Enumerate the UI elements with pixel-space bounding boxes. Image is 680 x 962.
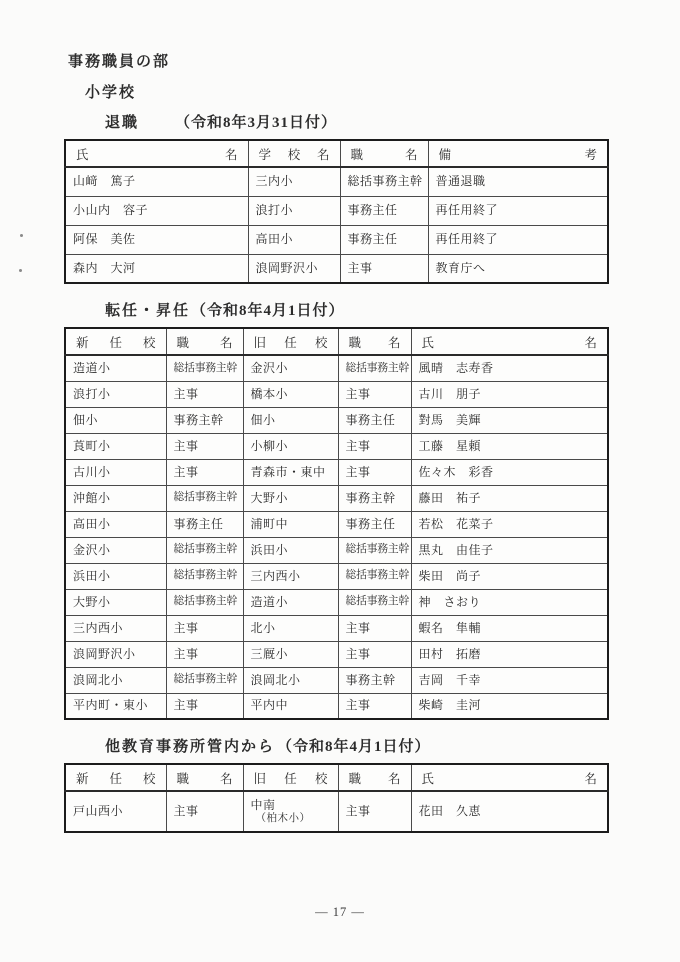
table-cell: 事務主幹 (338, 667, 411, 693)
table-cell: 主事 (166, 641, 243, 667)
column-header-new-school: 新 任 校 (65, 328, 166, 355)
column-header-old-school: 旧 任 校 (243, 764, 338, 791)
table-cell: 黒丸 由佳子 (411, 537, 608, 563)
table-row (65, 167, 608, 196)
table-cell: 教育庁へ (428, 254, 608, 283)
table-cell: 小柳小 (243, 433, 338, 459)
table-cell: 金沢小 (65, 537, 166, 563)
column-header-old-school: 旧 任 校 (243, 328, 338, 355)
table-cell: 高田小 (248, 225, 340, 254)
table-cell: 主事 (166, 459, 243, 485)
table-cell: 浜田小 (243, 537, 338, 563)
table-cell: 蝦名 隼輔 (411, 615, 608, 641)
table-row (65, 563, 608, 589)
column-header-name: 氏 名 (411, 328, 608, 355)
section-title-row-retirement (105, 111, 680, 132)
table-cell: 総括事務主幹 (166, 563, 243, 589)
table-cell: 花田 久恵 (411, 791, 608, 832)
table-header-row (65, 328, 608, 355)
table-cell: 古川小 (65, 459, 166, 485)
table-cell: 総括事務主幹 (166, 355, 243, 381)
transfer-table (64, 327, 609, 720)
table-cell: 三内西小 (243, 563, 338, 589)
page-number: — 17 — (315, 905, 365, 919)
table-cell: 総括事務主幹 (338, 537, 411, 563)
section-title-row-transfer (105, 299, 680, 320)
table-cell: 総括事務主幹 (340, 167, 428, 196)
table-cell: 浪岡北小 (65, 667, 166, 693)
table-row (65, 537, 608, 563)
table-cell: 事務主幹 (338, 485, 411, 511)
table-row (65, 407, 608, 433)
table-row (65, 615, 608, 641)
table-cell: 総括事務主幹 (338, 355, 411, 381)
subsection-heading: 小学校 (85, 85, 137, 101)
table-cell: 藤田 祐子 (411, 485, 608, 511)
table-row (65, 196, 608, 225)
table-cell: 北小 (243, 615, 338, 641)
table-cell: 橋本小 (243, 381, 338, 407)
table-cell: 主事 (166, 615, 243, 641)
table-cell: 主事 (338, 641, 411, 667)
column-header-new-title: 職 名 (166, 764, 243, 791)
table-cell: 金沢小 (243, 355, 338, 381)
table-row (65, 459, 608, 485)
table-cell: 吉岡 千幸 (411, 667, 608, 693)
table-cell: 造道小 (243, 589, 338, 615)
table-row (65, 589, 608, 615)
table-row (65, 254, 608, 283)
table-cell: 大野小 (65, 589, 166, 615)
section-title: 他教育事務所管内から (105, 739, 276, 755)
column-header-new-school: 新 任 校 (65, 764, 166, 791)
section-date: （令和8年3月31日付） (175, 115, 338, 131)
table-header-row (65, 764, 608, 791)
table-cell: 田村 拓磨 (411, 641, 608, 667)
table-row (65, 693, 608, 719)
table-cell: 主事 (338, 791, 411, 832)
scan-artifact (19, 269, 22, 272)
table-cell: 主事 (338, 433, 411, 459)
table-cell: 総括事務主幹 (338, 589, 411, 615)
table-cell: 主事 (338, 615, 411, 641)
table-cell: 造道小 (65, 355, 166, 381)
column-header-name: 氏 名 (65, 140, 248, 167)
table-cell: 主事 (166, 693, 243, 719)
table-cell: 浪岡野沢小 (248, 254, 340, 283)
table-cell: 事務主任 (340, 196, 428, 225)
transfer-table-body (65, 355, 608, 719)
table-cell: 若松 花菜子 (411, 511, 608, 537)
column-header-name: 氏 名 (411, 764, 608, 791)
table-cell: 小山内 容子 (65, 196, 248, 225)
column-header-school: 学 校 名 (248, 140, 340, 167)
table-cell: 佐々木 彩香 (411, 459, 608, 485)
table-cell: 風晴 志寿香 (411, 355, 608, 381)
table-cell: 主事 (338, 459, 411, 485)
table-cell: 浪岡北小 (243, 667, 338, 693)
table-cell: 総括事務主幹 (338, 563, 411, 589)
section-date: （令和8年4月1日付） (191, 303, 345, 319)
table-row (65, 433, 608, 459)
column-header-remarks: 備 考 (428, 140, 608, 167)
table-cell: 主事 (166, 433, 243, 459)
retirement-table (64, 139, 609, 284)
table-row (65, 511, 608, 537)
table-cell: 浪打小 (65, 381, 166, 407)
table-cell: 総括事務主幹 (166, 667, 243, 693)
table-cell: 佃小 (243, 407, 338, 433)
table-cell: 柴崎 圭河 (411, 693, 608, 719)
table-cell: 事務主任 (166, 511, 243, 537)
section-date: （令和8年4月1日付） (277, 739, 431, 755)
table-cell: 平内中 (243, 693, 338, 719)
table-cell: 主事 (166, 381, 243, 407)
table-cell: 主事 (166, 791, 243, 832)
table-row (65, 355, 608, 381)
from-other-district-table (64, 763, 609, 833)
retirement-table-body (65, 167, 608, 283)
table-cell: 主事 (340, 254, 428, 283)
table-cell: 平内町・東小 (65, 693, 166, 719)
table-cell: 佃小 (65, 407, 166, 433)
table-cell: 三内西小 (65, 615, 166, 641)
table-cell: 山﨑 篤子 (65, 167, 248, 196)
table-cell: 對馬 美輝 (411, 407, 608, 433)
table-row (65, 791, 608, 832)
table-row (65, 381, 608, 407)
table-cell: 浦町中 (243, 511, 338, 537)
table-cell: 沖館小 (65, 485, 166, 511)
table-cell: 主事 (338, 381, 411, 407)
section-title-row-from-other-district (105, 735, 680, 756)
table-cell: 森内 大河 (65, 254, 248, 283)
section-title: 転任・昇任 (105, 303, 191, 319)
table-cell: 事務主任 (338, 407, 411, 433)
table-cell: 中南 （柏木小） (243, 791, 338, 832)
table-row (65, 485, 608, 511)
table-cell: 事務主幹 (166, 407, 243, 433)
table-cell: 再任用終了 (428, 196, 608, 225)
table-cell: 総括事務主幹 (166, 589, 243, 615)
section-title: 退職 (105, 115, 140, 131)
table-cell: 大野小 (243, 485, 338, 511)
section-heading: 事務職員の部 (68, 54, 171, 70)
table-cell: 神 さおり (411, 589, 608, 615)
table-row (65, 225, 608, 254)
table-cell: 三厩小 (243, 641, 338, 667)
table-row (65, 641, 608, 667)
table-cell: 柴田 尚子 (411, 563, 608, 589)
table-cell: 事務主任 (340, 225, 428, 254)
table-cell: 事務主任 (338, 511, 411, 537)
table-cell: 戸山西小 (65, 791, 166, 832)
from-other-district-table-body (65, 791, 608, 832)
table-cell: 三内小 (248, 167, 340, 196)
table-cell: 主事 (338, 693, 411, 719)
table-cell: 総括事務主幹 (166, 537, 243, 563)
table-header-row (65, 140, 608, 167)
table-cell: 浪岡野沢小 (65, 641, 166, 667)
column-header-title: 職 名 (340, 140, 428, 167)
table-cell: 阿保 美佐 (65, 225, 248, 254)
table-cell: 浜田小 (65, 563, 166, 589)
table-cell: 浪打小 (248, 196, 340, 225)
table-cell: 高田小 (65, 511, 166, 537)
scan-artifact (20, 234, 23, 237)
table-cell: 工藤 星頼 (411, 433, 608, 459)
table-cell: 青森市・東中 (243, 459, 338, 485)
column-header-old-title: 職 名 (338, 328, 411, 355)
table-cell: 総括事務主幹 (166, 485, 243, 511)
table-cell: 普通退職 (428, 167, 608, 196)
table-cell: 再任用終了 (428, 225, 608, 254)
table-cell: 古川 朋子 (411, 381, 608, 407)
column-header-new-title: 職 名 (166, 328, 243, 355)
table-cell: 莨町小 (65, 433, 166, 459)
column-header-old-title: 職 名 (338, 764, 411, 791)
table-row (65, 667, 608, 693)
